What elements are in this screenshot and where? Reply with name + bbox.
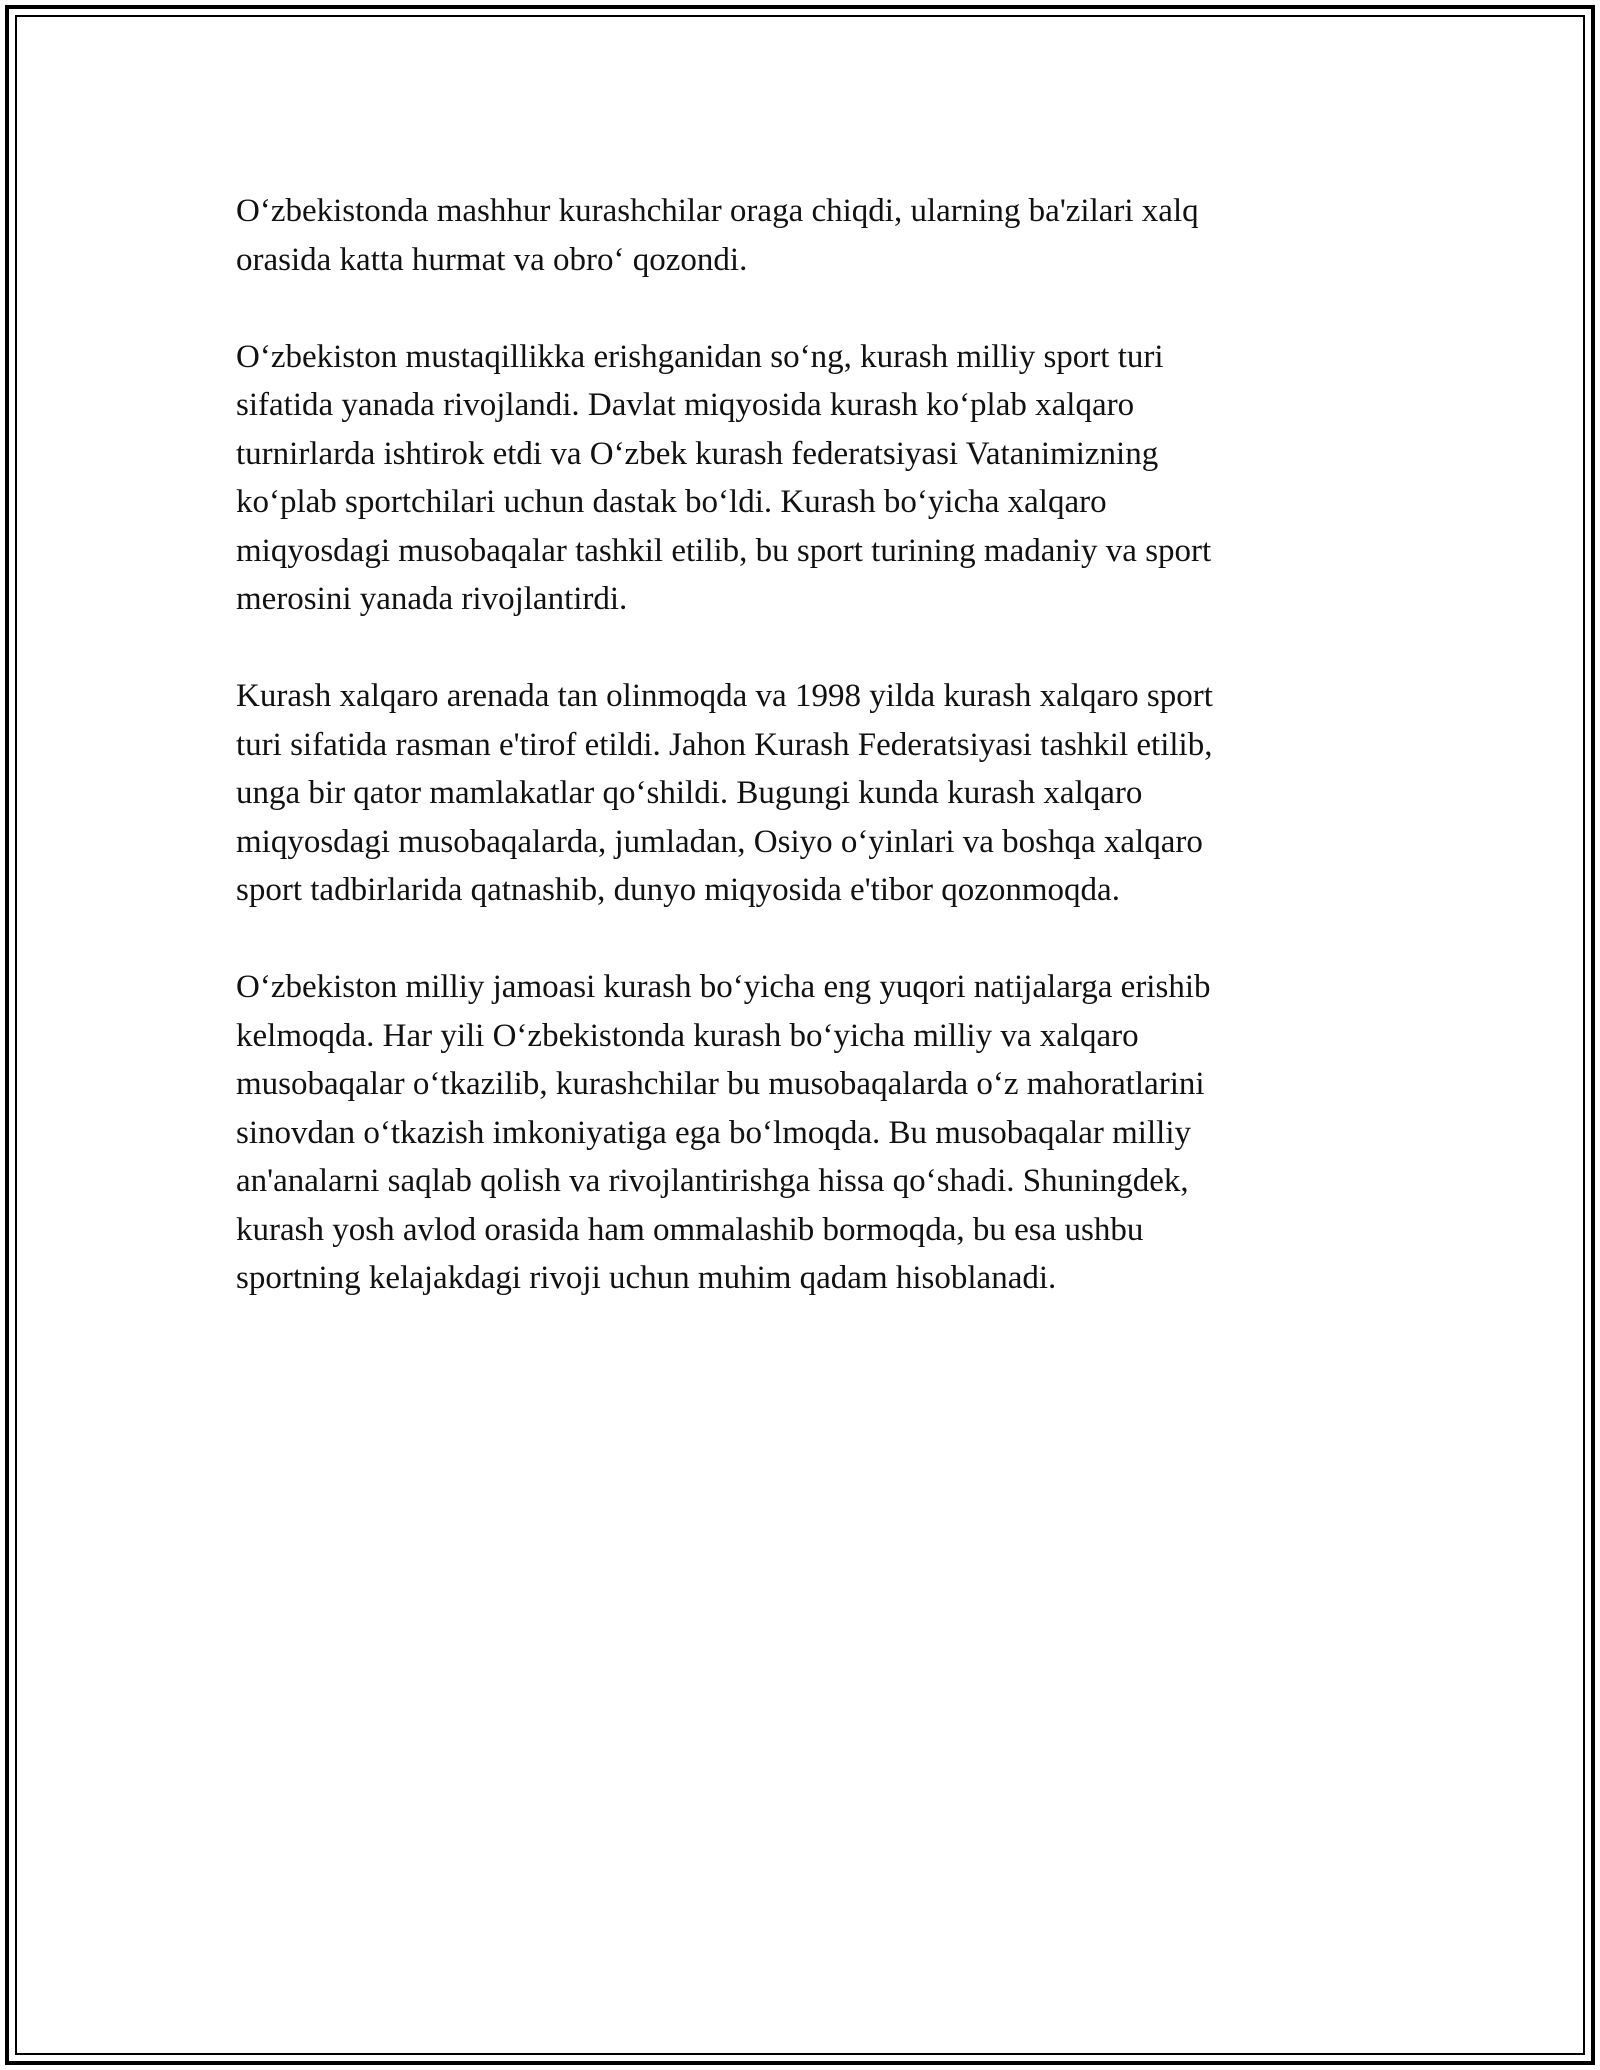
paragraph-4	[236, 963, 1356, 1303]
text-line: kelmoqda. Har yili O‘zbekistonda kurash bo‘yicha milliy va xalqaro	[236, 1017, 1139, 1054]
text-line: O‘zbekiston mustaqillikka erishganidan so‘ng, kurash milliy sport turi	[236, 338, 1164, 375]
document-body	[236, 187, 1356, 1351]
text-line: sinovdan o‘tkazish imkoniyatiga ega bo‘lmoqda. Bu musobaqalar milliy	[236, 1114, 1191, 1151]
text-line: sifatida yanada rivojlandi. Davlat miqyosida kurash ko‘plab xalqaro	[236, 387, 1135, 423]
text-line: turi sifatida rasman e'tirof etildi. Jahon Kurash Federatsiyasi tashkil etilib,	[236, 726, 1213, 763]
text-line: unga bir qator mamlakatlar qo‘shildi. Bugungi kunda kurash xalqaro	[236, 775, 1143, 811]
text-line: O‘zbekiston milliy jamoasi kurash bo‘yicha eng yuqori natijalarga erishib	[236, 969, 1211, 1005]
paragraph-1	[236, 187, 1356, 284]
text-line: sportning kelajakdagi rivoji uchun muhim qadam hisoblanadi.	[236, 1260, 1057, 1296]
paragraph-3	[236, 672, 1356, 915]
text-line: sport tadbirlarida qatnashib, dunyo miqyosida e'tibor qozonmoqda.	[236, 872, 1120, 908]
text-line: miqyosdagi musobaqalar tashkil etilib, bu sport turining madaniy va sport	[236, 532, 1212, 569]
text-line: miqyosdagi musobaqalarda, jumladan, Osiyo o‘yinlari va boshqa xalqaro	[236, 823, 1203, 860]
text-line: kurash yosh avlod orasida ham ommalashib bormoqda, bu esa ushbu	[236, 1211, 1144, 1248]
text-line: orasida katta hurmat va obro‘ qozondi.	[236, 241, 748, 278]
text-line: an'analarni saqlab qolish va rivojlantirishga hissa qo‘shadi. Shuningdek,	[236, 1163, 1189, 1199]
text-line: musobaqalar o‘tkazilib, kurashchilar bu musobaqalarda o‘z mahoratlarini	[236, 1066, 1205, 1102]
text-line: ko‘plab sportchilari uchun dastak bo‘ldi. Kurash bo‘yicha xalqaro	[236, 484, 1107, 520]
paragraph-2	[236, 333, 1356, 624]
text-line: Kurash xalqaro arenada tan olinmoqda va 1998 yilda kurash xalqaro sport	[236, 678, 1213, 714]
text-line: turnirlarda ishtirok etdi va O‘zbek kurash federatsiyasi Vatanimizning	[236, 435, 1159, 472]
text-line: O‘zbekistonda mashhur kurashchilar oraga chiqdi, ularning ba'zilari xalq	[236, 193, 1199, 229]
text-line: merosini yanada rivojlantirdi.	[236, 581, 628, 617]
